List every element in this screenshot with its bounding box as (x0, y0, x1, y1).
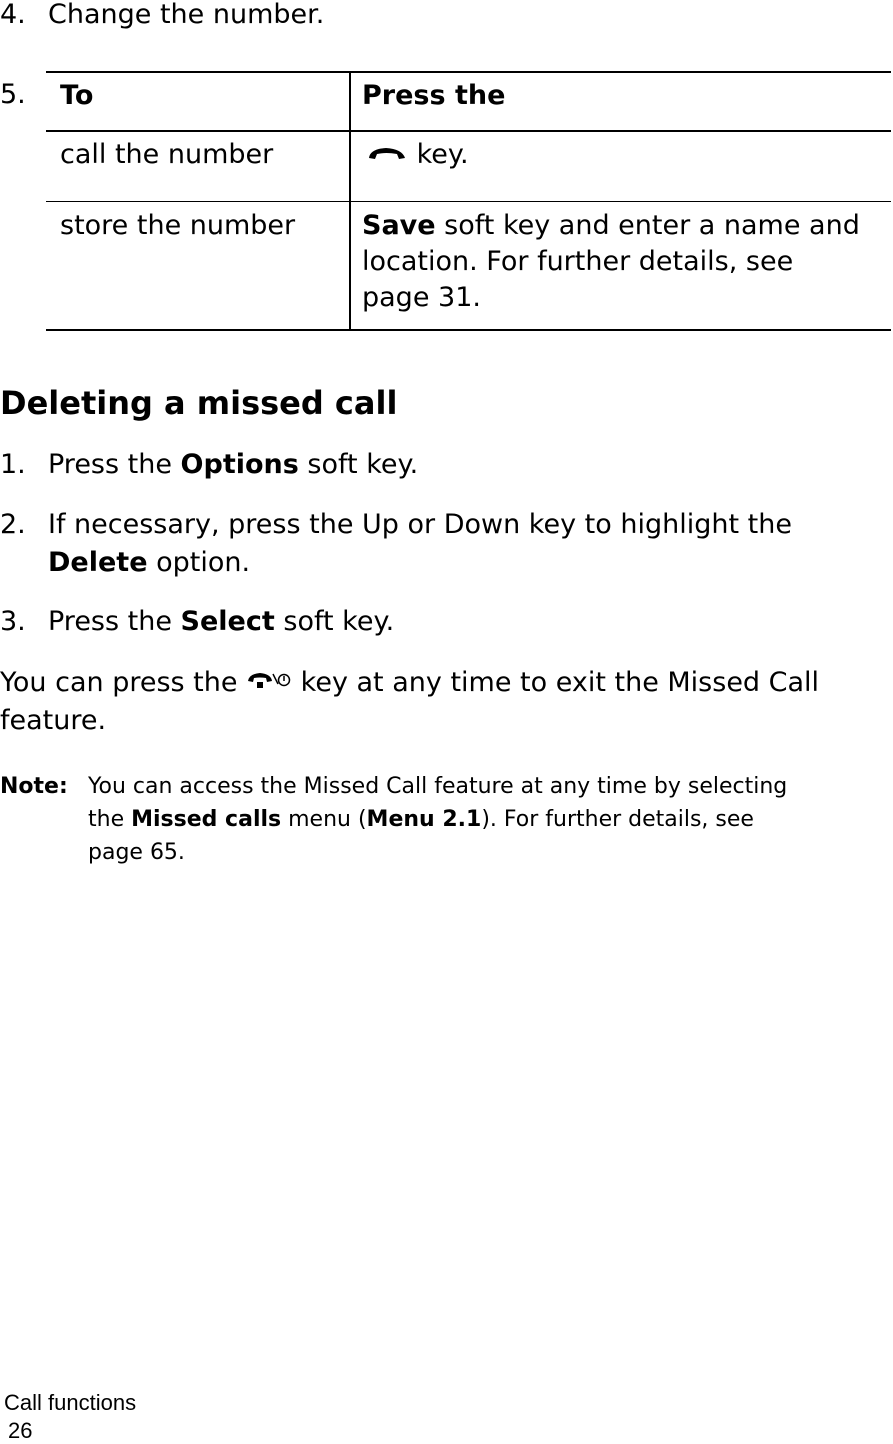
table-header-press-the: Press the (362, 80, 506, 111)
step-4-text: Change the number. (48, 0, 325, 30)
table-header-rule (46, 130, 891, 132)
step-1-number: 1. (0, 449, 26, 480)
footer-page-number: 26 (8, 1418, 33, 1443)
footer-section-name: Call functions (4, 1390, 137, 1415)
step-3-text: Press the Select soft key. (48, 606, 395, 637)
table-row-store-value-line1: Save soft key and enter a name and (362, 210, 860, 241)
exit-paragraph-line1: You can press the key at any time to exit the Missed Call (0, 664, 819, 703)
note-line1: You can access the Missed Call feature at any time by selecting (88, 774, 788, 799)
table-row-store-value-line2: location. For further details, see (362, 246, 794, 277)
table-column-divider (349, 71, 351, 331)
step-4-number: 4. (0, 0, 26, 30)
table-row-store-value-line3: page 31. (362, 282, 481, 313)
table-top-rule (46, 71, 891, 73)
section-title: Deleting a missed call (0, 384, 398, 422)
step-2-number: 2. (0, 509, 26, 540)
table-header-to: To (60, 80, 94, 111)
note-line2: the Missed calls menu (Menu 2.1). For further details, see (88, 807, 754, 832)
table-row-rule (46, 201, 891, 202)
note-label: Note: (0, 774, 68, 799)
table-row-call-label: call the number (60, 139, 274, 170)
table-row-store-label: store the number (60, 210, 296, 241)
send-call-key-icon (366, 138, 408, 174)
table-bottom-rule (46, 329, 891, 331)
step-2-text-line2: Delete option. (48, 547, 251, 578)
step-2-text-line1: If necessary, press the Up or Down key to highlight the (48, 509, 792, 540)
exit-paragraph-line2: feature. (0, 705, 107, 736)
end-power-key-icon (246, 665, 292, 703)
step-1-text: Press the Options soft key. (48, 449, 419, 480)
note-line3: page 65. (88, 840, 185, 865)
table-row-call-value: key. (366, 137, 469, 174)
step-3-number: 3. (0, 606, 26, 637)
step-5-number: 5. (0, 79, 26, 110)
